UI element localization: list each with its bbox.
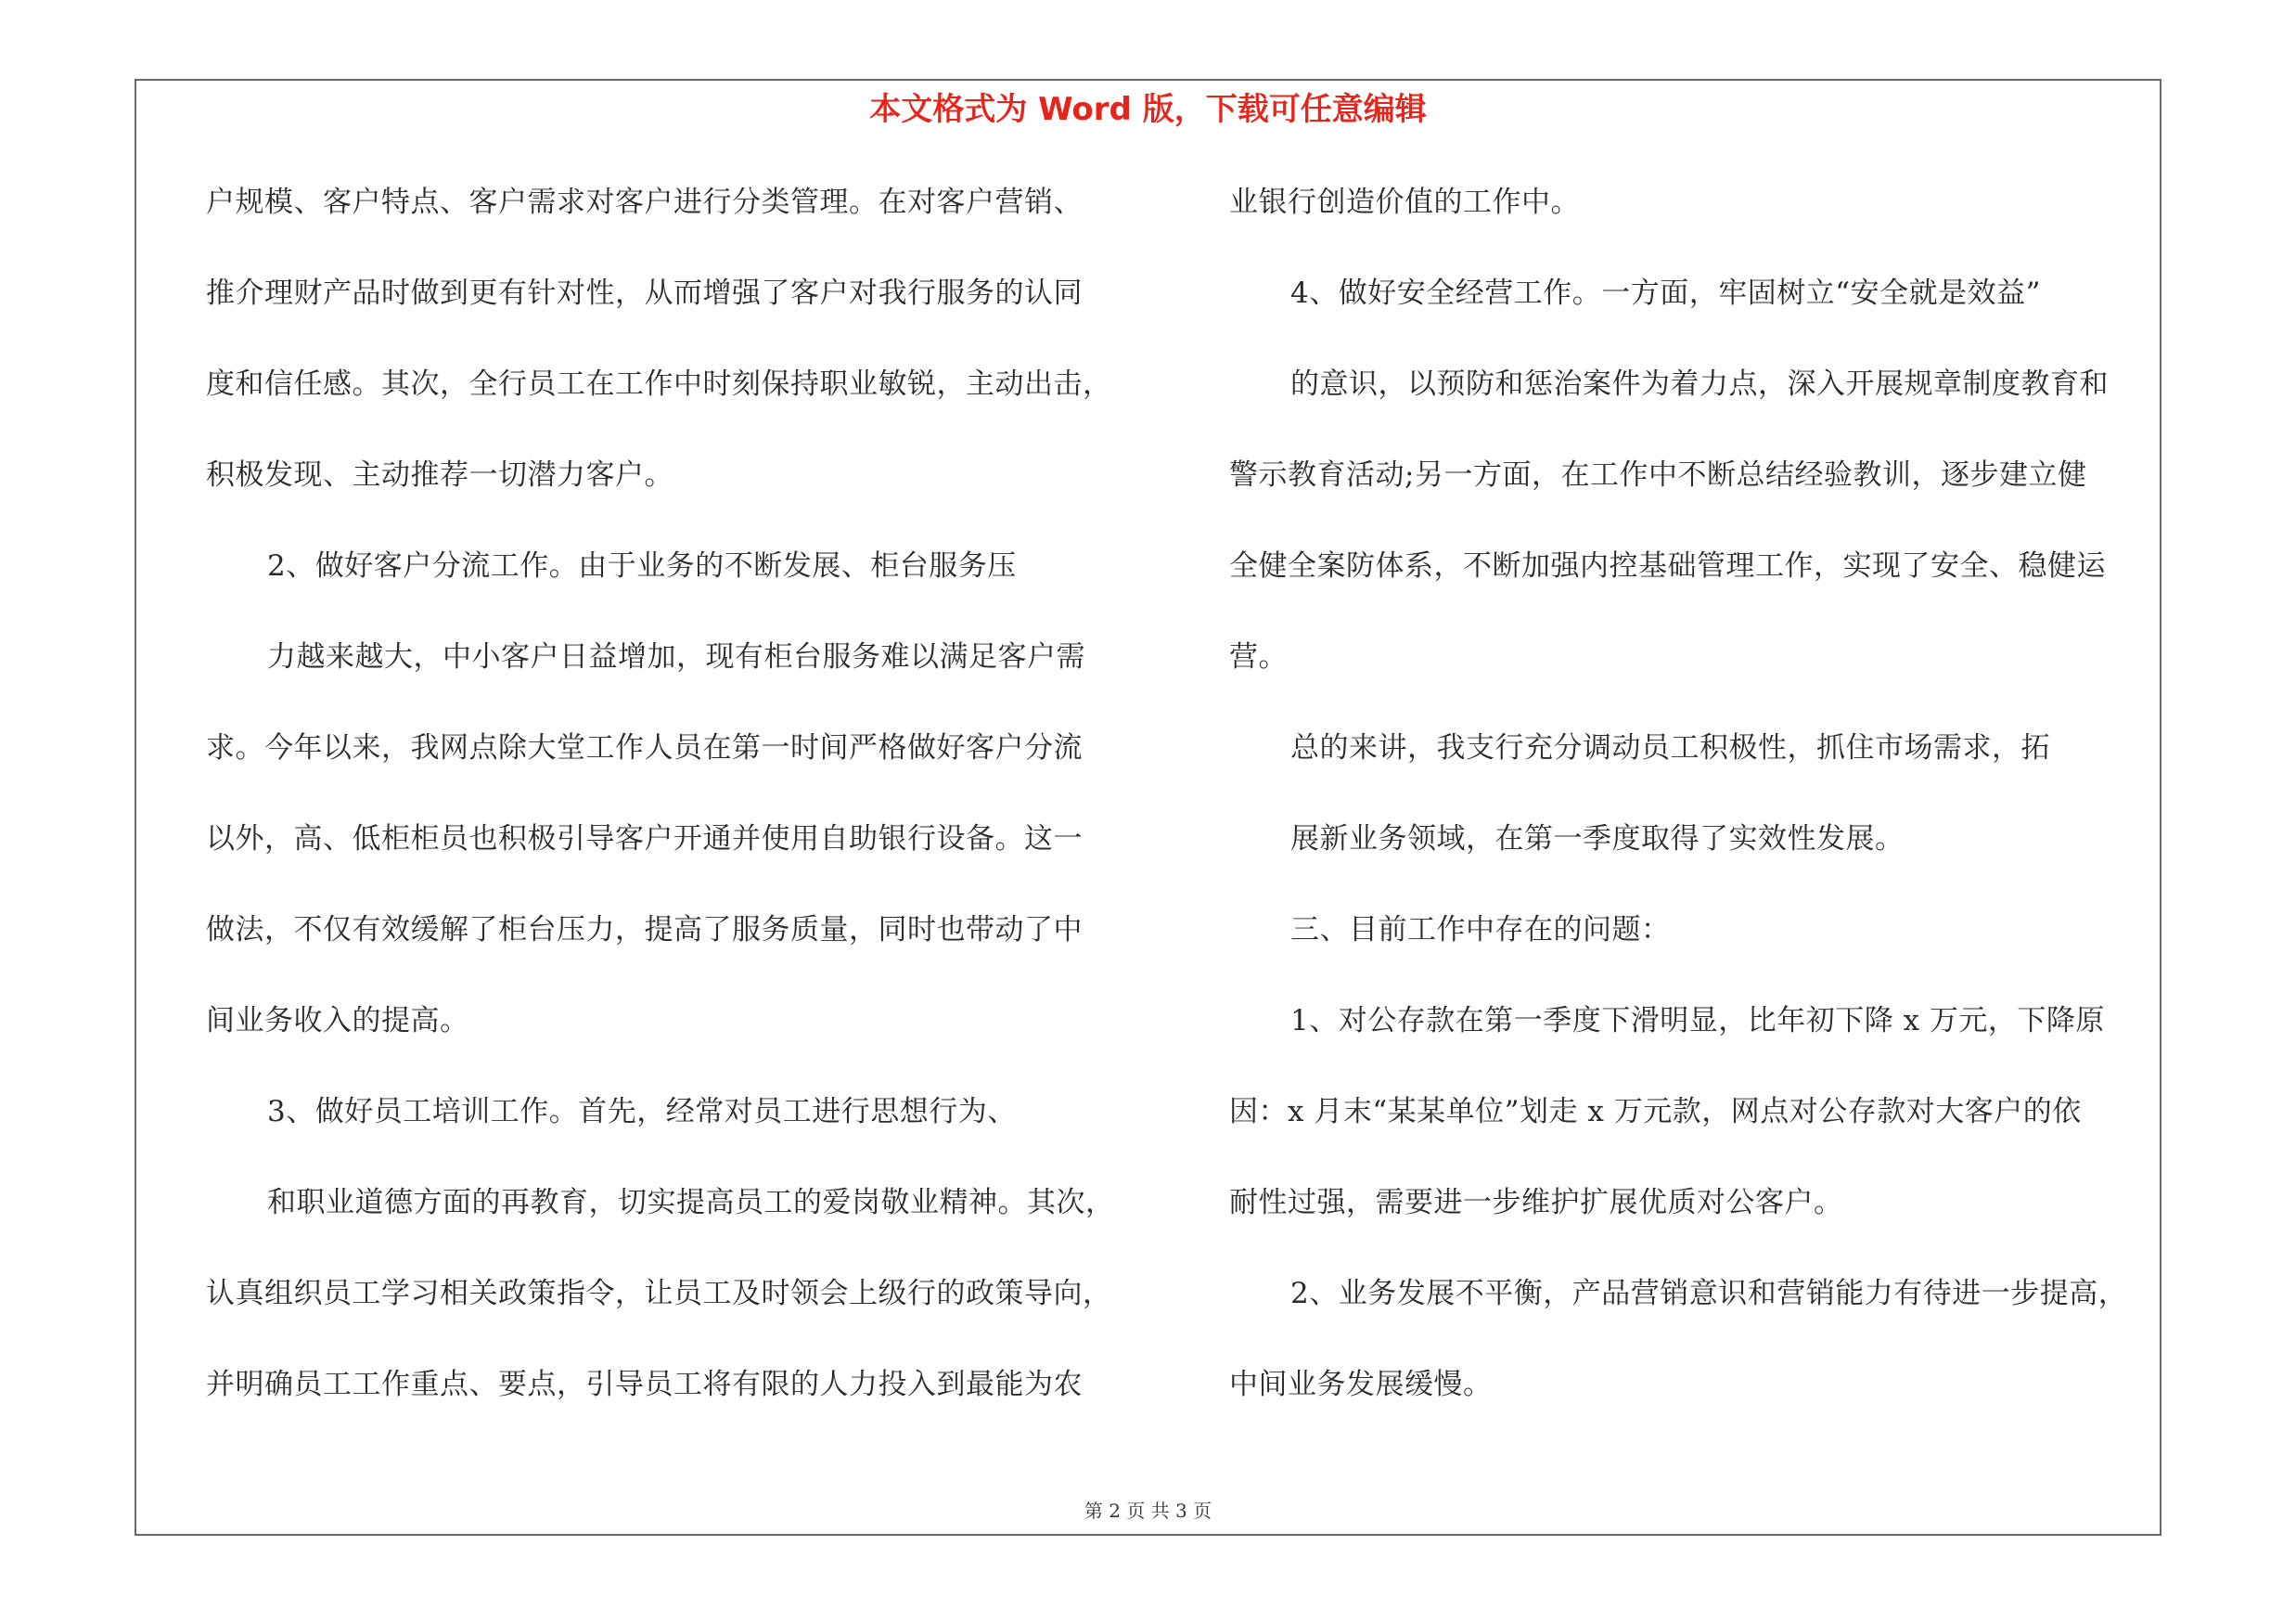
text-line: 积极发现、主动推荐一切潜力客户。 (206, 458, 673, 492)
text-line: 力越来越大，中小客户日益增加，现有柜台服务难以满足客户需 (267, 640, 1085, 674)
paragraph-start-line: 2、业务发展不平衡，产品营销意识和营销能力有待进一步提高， (1290, 1277, 2128, 1310)
text-line: 户规模、客户特点、客户需求对客户进行分类管理。在对客户营销、 (206, 186, 1083, 219)
text-line: 认真组织员工学习相关政策指令，让员工及时领会上级行的政策导向， (206, 1277, 1112, 1310)
text-line: 做法，不仅有效缓解了柜台压力，提高了服务质量，同时也带动了中 (206, 913, 1083, 947)
text-line: 中间业务发展缓慢。 (1229, 1368, 1493, 1401)
text-line: 间业务收入的提高。 (206, 1004, 469, 1037)
text-line: 警示教育活动;另一方面，在工作中不断总结经验教训，逐步建立健 (1229, 458, 2087, 492)
text-line: 度和信任感。其次，全行员工在工作中时刻保持职业敏锐，主动出击， (206, 367, 1112, 401)
text-line: 耐性过强，需要进一步维护扩展优质对公客户。 (1229, 1186, 1843, 1219)
text-line: 和职业道德方面的再教育，切实提高员工的爱岗敬业精神。其次， (267, 1186, 1115, 1219)
page-number: 第 2 页 共 3 页 (1084, 1500, 1212, 1522)
text-line: 以外，高、低柜柜员也积极引导客户开通并使用自助银行设备。这一 (206, 822, 1083, 856)
text-line: 推介理财产品时做到更有针对性，从而增强了客户对我行服务的认同 (206, 277, 1083, 310)
text-line: 业银行创造价值的工作中。 (1229, 186, 1580, 219)
paragraph-start-line: 4、做好安全经营工作。一方面，牢固树立“安全就是效益” (1290, 277, 2041, 310)
paragraph-start-line: 2、做好客户分流工作。由于业务的不断发展、柜台服务压 (267, 549, 1017, 583)
text-line: 营。 (1229, 640, 1288, 674)
section-heading: 三、目前工作中存在的问题： (1290, 913, 1671, 947)
text-line: 展新业务领域，在第一季度取得了实效性发展。 (1290, 822, 1905, 856)
text-line: 的意识，以预防和惩治案件为着力点，深入开展规章制度教育和 (1290, 367, 2109, 401)
header-banner: 本文格式为 Word 版，下载可任意编辑 (869, 91, 1427, 128)
paragraph-start-line: 1、对公存款在第一季度下滑明显，比年初下降 x 万元，下降原 (1290, 1004, 2105, 1037)
paragraph-start-line: 总的来讲，我支行充分调动员工积极性，抓住市场需求，拓 (1290, 731, 2050, 765)
text-line: 求。今年以来，我网点除大堂工作人员在第一时间严格做好客户分流 (206, 731, 1083, 765)
paragraph-start-line: 3、做好员工培训工作。首先，经常对员工进行思想行为、 (267, 1095, 1017, 1128)
text-line: 因：x 月末“某某单位”划走 x 万元款，网点对公存款对大客户的依 (1229, 1095, 2082, 1128)
text-line: 并明确员工工作重点、要点，引导员工将有限的人力投入到最能为农 (206, 1368, 1083, 1401)
text-line: 全健全案防体系，不断加强内控基础管理工作，实现了安全、稳健运 (1229, 549, 2106, 583)
